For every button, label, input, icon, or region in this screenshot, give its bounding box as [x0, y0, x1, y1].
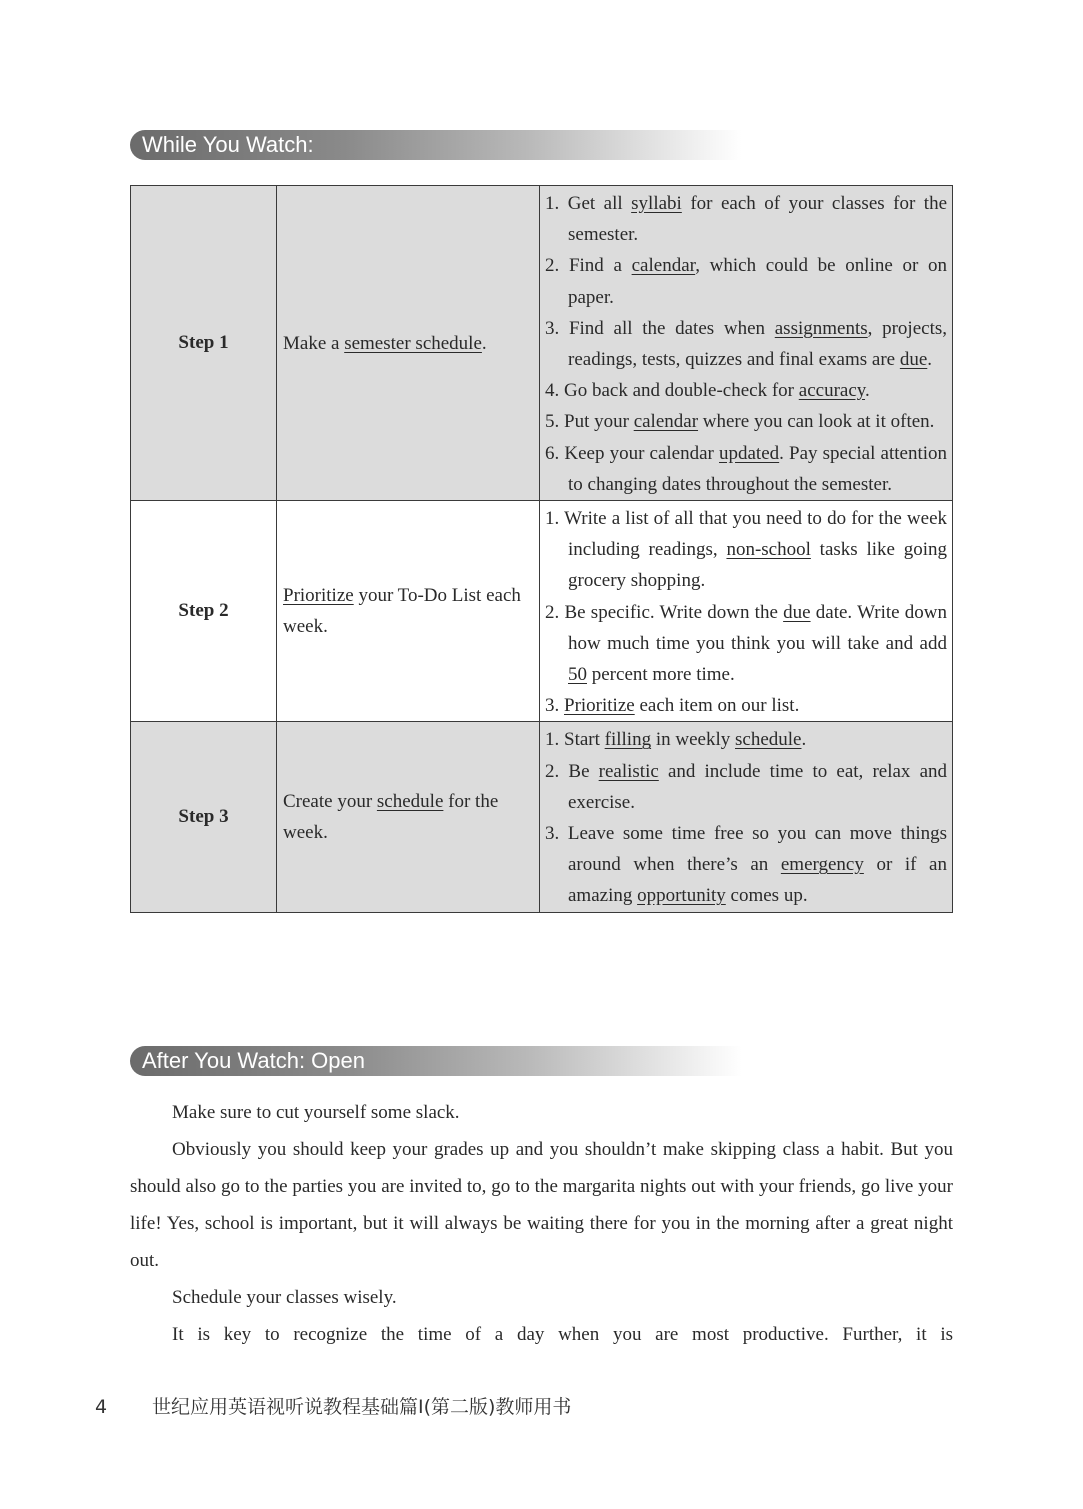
- paragraph: Obviously you should keep your grades up and you shouldn’t make skipping class a habit. But you should also go to the parties you are invited to, go to the margarita nights out with your friends, go live your life! Yes, school is important, but it will always be waiting there for you in the morning after a great night out.: [130, 1139, 953, 1271]
- table-row: [131, 501, 953, 722]
- underlined-answer: filling: [604, 729, 652, 751]
- underlined-answer: realistic: [598, 760, 659, 782]
- list-item: 4. Go back and double-check for accuracy.: [545, 380, 870, 402]
- underlined-answer: due: [783, 601, 811, 623]
- list-item: 1. Get all syllabi for each of your classes for the semester.: [545, 193, 947, 246]
- paragraph: Schedule your classes wisely.: [172, 1287, 397, 1308]
- list-item: 3. Prioritize each item on our list.: [545, 695, 800, 717]
- list-item: 5. Put your calendar where you can look at it often.: [545, 411, 935, 433]
- step-action: Create your schedule for the week.: [277, 722, 540, 912]
- step-label: Step 3: [131, 722, 277, 912]
- details-list: [545, 188, 947, 500]
- section-banner-while-you-watch: [130, 130, 742, 160]
- step-action: Prioritize your To-Do List each week.: [277, 501, 540, 722]
- underlined-answer: opportunity: [637, 885, 726, 907]
- underlined-answer: schedule: [376, 791, 444, 813]
- list-item: 2. Be specific. Write down the due date. Write down how much time you think you will take and add 50 percent more time.: [545, 601, 948, 686]
- body-text: [130, 1094, 953, 1353]
- page-number: 4: [95, 1396, 108, 1418]
- section-title: After You Watch: Open: [142, 1048, 365, 1073]
- underlined-answer: non-school: [726, 539, 811, 561]
- step-label: Step 1: [131, 186, 277, 501]
- paragraph: Make sure to cut yourself some slack.: [172, 1102, 460, 1123]
- table-row: [131, 722, 953, 912]
- list-item: 2. Be realistic and include time to eat, relax and exercise.: [545, 760, 947, 813]
- details-list: [545, 724, 947, 911]
- underlined-answer: calendar: [633, 411, 699, 433]
- underlined-answer: syllabi: [631, 193, 682, 214]
- step-details: [540, 501, 953, 722]
- underlined-answer: emergency: [780, 854, 864, 876]
- list-item: 2. Find a calendar, which could be online or on paper.: [545, 255, 947, 308]
- book-title: 世纪应用英语视听说教程基础篇Ⅰ(第二版)教师用书: [152, 1396, 572, 1418]
- details-list: [545, 503, 947, 721]
- underlined-answer: assignments: [774, 317, 868, 339]
- steps-table: [130, 185, 953, 913]
- paragraph: It is key to recognize the time of a day when you are most productive. Further, it is: [172, 1324, 953, 1345]
- list-item: 3. Find all the dates when assignments, projects, readings, tests, quizzes and final exams are due.: [545, 317, 947, 371]
- list-item: 3. Leave some time free so you can move things around when there’s an emergency or if an amazing opportunity comes up.: [545, 823, 947, 907]
- section-banner-after-you-watch: [130, 1046, 742, 1076]
- underlined-answer: accuracy: [798, 380, 866, 402]
- step-label: Step 2: [131, 501, 277, 722]
- list-item: 6. Keep your calendar updated. Pay special attention to changing dates throughout the semester.: [545, 442, 948, 495]
- list-item: 1. Write a list of all that you need to do for the week including readings, non-school tasks like going grocery shopping.: [545, 508, 947, 592]
- page-footer: [95, 1392, 571, 1419]
- table-row: [131, 186, 953, 501]
- list-item: 1. Start filling in weekly schedule.: [545, 729, 807, 751]
- step-action: Make a semester schedule.: [277, 186, 540, 501]
- step-details: [540, 186, 953, 501]
- underlined-answer: Prioritize: [564, 695, 635, 717]
- underlined-answer: semester schedule: [344, 332, 482, 354]
- underlined-answer: schedule: [735, 729, 802, 751]
- step-details: [540, 722, 953, 912]
- underlined-answer: calendar: [631, 255, 696, 277]
- underlined-answer: updated: [719, 442, 780, 464]
- underlined-answer: due: [899, 349, 928, 371]
- section-title: While You Watch:: [142, 132, 314, 157]
- underlined-answer: 50: [568, 664, 587, 686]
- underlined-answer: Prioritize: [283, 585, 354, 607]
